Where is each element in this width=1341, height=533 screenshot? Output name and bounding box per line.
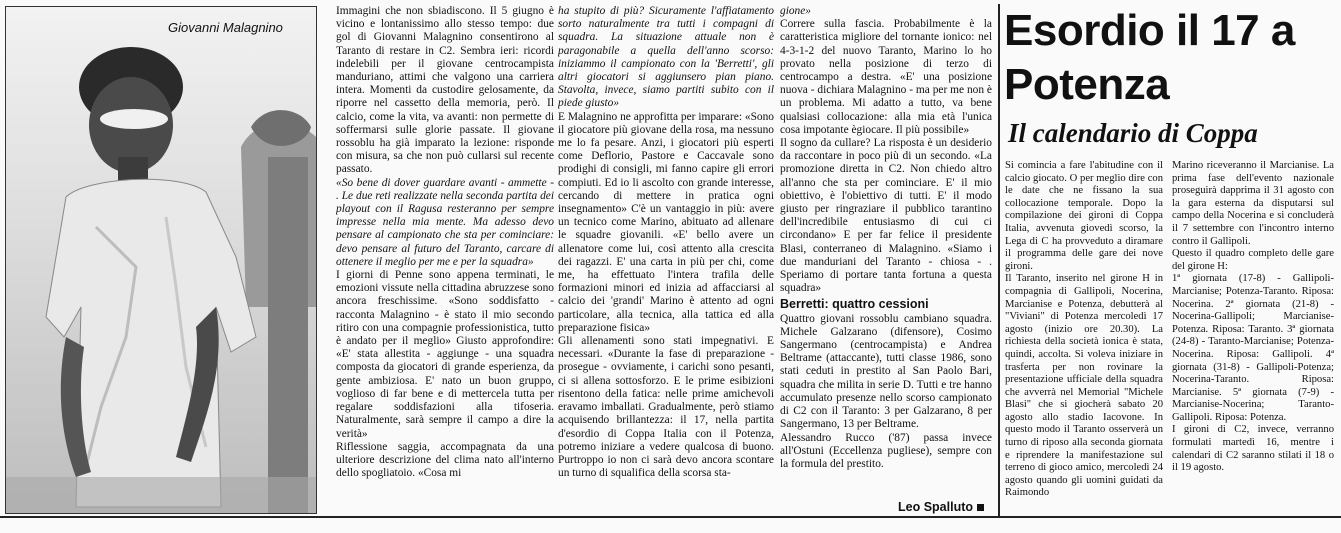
paragraph: Si comincia a fare l'abitudine con il calcio giocato. O per meglio dire con le date che ne fissano la sua collocazione temporale. Dopo la compilazione dei gironi di Coppa Italia, avvenuta giovedì scorso, la Lega di C ha provveduto a diramare il programma delle gare dei nove gironi. xyxy=(1005,160,1163,272)
paragraph: Quattro giovani rossoblu cambiano squadra. Michele Galzarano (difensore), Cosimo Sangermano (centrocampista) e Andrea Beltrame (attaccante), tutti classe 1986, sono stati ceduti in prestito al San Paolo Bari, squadra che milita in serie D. Tutti e tre hanno accumulato presenze nello scorso campionato di C2 con il Taranto: 3 per Galzarano, 8 per Sangermano, 13 per Beltrame. xyxy=(780,312,992,431)
section-title: Berretti: quattro cessioni xyxy=(780,297,929,312)
paragraph: Correre sulla fascia. Probabilmente è la caratteristica migliore del tornante ionico: nel 4-3-1-2 del nuovo Taranto, Marino lo ho provato nella posizione di terzo di centrocampo a destra. «E' una posizione nuova - dichiara Malagnino - ma per me non è un problema. Mi adatto a tutto, va bene qualsiasi collocazione: alla mia età l'unica cosa impotante ègiocare. Il più possibile» xyxy=(780,18,992,136)
paragraph: Questo il quadro completo delle gare del girone H: xyxy=(1172,248,1334,272)
player-photo-image xyxy=(6,7,316,513)
subheadline: Il calendario di Coppa xyxy=(1008,118,1258,148)
headline: Esordio il 17 a Potenza xyxy=(1004,6,1295,109)
article-right-column-2 xyxy=(1172,160,1334,514)
article-right-column-1 xyxy=(1005,160,1163,514)
article-column-2 xyxy=(558,5,774,517)
paragraph: Il sogno da cullare? La risposta è un desiderio da raccontare in poco più di un secondo. «La promozione diretta in C2. Non chiedo altro all'anno che sta per cominciare. E' il mio obiettivo, è l'obiettivo di tutti. E' il modo giusto per ringraziare il pubblico tarantino dell'incredibile entusiasmo di cui ci circondano» E per far felice il presidente Blasi, conterraneo di Malagnino. «Siamo i due manduriani del Taranto - chiosa - . Speriamo di portare tanta fortuna a questa squadra» xyxy=(780,137,992,295)
paragraph: Gli allenamenti sono stati impegnativi. E necessari. «Durante la fase di preparazione - prosegue - ovviamente, i carichi sono pesanti, ci si allena sottosforzo. E le prime esibizioni risentono della fatica: nelle prime amichevoli eravamo imballati. Gradualmente, però stiamo acquisendo brillantezza: il 17, nella partita d'esordio di Coppa Italia con il Potenza, potremo iniziare a vedere qualcosa di buono. Purtroppo io non ci sarà devo ancora scontare un turno di squalifica della scorsa sta- xyxy=(558,335,774,480)
paragraph: ha stupito di più? Sicuramente l'affiatamento sorto naturalmente tra tutti i compagni di squadra. La situazione attuale non è paragonabile a quella dell'anno scorso: iniziammo il campionato con la 'Berretti', gli altri giocatori si aggiunsero pian piano. Stavolta, invece, siamo partiti subito con il piede giusto» xyxy=(558,5,774,110)
paragraph: I giorni di Penne sono appena terminati, le emozioni vissute nella cittadina abruzzese sono ancora freschissime. «Sono soddisfatto - racconta Malagnino - è stato il mio secondo ritiro con una compagnie professionistica, tutto è andato per il meglio» Giusto approfondire: «E' stata allestita - aggiunge - una squadra composta da giocatori di grande esperienza, da gente ambiziosa. E' nato un buon gruppo, voglioso di far bene e di mettercela tutta per regalare soddisfazioni alla tifoseria. Naturalmente, sarà sempre il campo a dire la verità» xyxy=(336,269,554,440)
article-column-3 xyxy=(780,5,992,495)
article-column-1 xyxy=(336,5,554,517)
paragraph: Riflessione saggia, accompagnata da una ulteriore descrizione del clima nato all'interno dello spogliatoio. «Cosa mi xyxy=(336,440,554,480)
paragraph: Alessandro Rucco ('87) passa invece all'Ostuni (Eccellenza pugliese), sempre con la formula del prestito. xyxy=(780,431,992,470)
bottom-rule xyxy=(0,516,1341,518)
paragraph: Il Taranto, inserito nel girone H in compagnia di Gallipoli, Nocerina, Marcianise e Potenza, debutterà al "Viviani" di Potenza mercoledì 17 agosto (inizio ore 20.30). La richiesta della società ionica è stata, quindi, accolta. Si voleva iniziare in trasferta per non rovinare la presentazione ufficiale della squadra che avverrà nel Memorial "Michele Blasi" che si giocherà sabato 20 agosto allo stadio Iacovone. In questo modo il Taranto osserverà un turno di riposo alla seconda giornata e riprendere la manifestazione sul terreno di gioco amico, mercoledì 24 agosto quando gli uomini guidati da Raimondo xyxy=(1005,273,1163,499)
author-name: Leo Spalluto xyxy=(898,500,973,514)
paragraph: Marino riceveranno il Marcianise. La prima fase dell'evento nazionale proseguirà dapprima il 31 agosto con la gara esterna da disputarsi sul campo della Nocerina e si concluderà il 7 settembre con l'incontro interno contro il Gallipoli. xyxy=(1172,160,1334,247)
article-byline: Giovanni Malagnino xyxy=(168,20,283,35)
paragraph: I gironi di C2, invece, verranno formulati martedì 16, mentre i calendari di C2 saranno stilati il 18 o il 19 agosto. xyxy=(1172,424,1334,474)
player-photo xyxy=(5,6,317,514)
end-mark-icon xyxy=(977,504,984,511)
column-divider xyxy=(998,4,1000,516)
schedule-paragraph: 1ª giornata (17-8) - Gallipoli-Marcianise; Potenza-Taranto. Riposa: Nocerina. 2ª giornata (21-8) - Nocerina-Gallipoli; Marcianise-Potenza. Riposa: Taranto. 3ª giornata (24-8) - Taranto-Marcianise; Potenza-Nocerina. Riposa: Gallipoli. 4ª giornata (31-8) - Gallipoli-Potenza; Nocerina-Taranto. Riposa: Marcianise. 5ª giornata (7-9) - Marcianise-Nocerina; Taranto-Gallipoli. Riposa: Potenza. xyxy=(1172,273,1334,423)
paragraph: gione» xyxy=(780,5,812,17)
author-signature xyxy=(898,500,984,514)
paragraph: E Malagnino ne approfitta per imparare: «Sono il giocatore più giovane della rosa, ma nessuno me lo fa pesare. Anzi, i giocatori più esperti come Deflorio, Pastore e Caccavale sono prodighi di consigli, mi fanno capire gli errori compiuti. Ed io li ascolto con grande interesse, cercando di mettere in pratica ogni insegnamento» C'è un vantaggio in più: avere un tecnico come Marino, abituato ad allenare le squadre giovanili. «E' bello avere un allenatore come lui, così attento alla crescita dei ragazzi. E' una carta in più per chi, come me, ha effettuato l'intera trafila delle formazioni minori ed inizia ad affacciarsi al calcio dei 'grandi' Marino è attento ad ogni particolare, alla tecnica, alla tattica ed alla preparazione fisica» xyxy=(558,110,774,334)
paragraph: Immagini che non sbiadiscono. Il 5 giugno è vicino e lontanissimo allo stesso tempo: due gol di Giovanni Malagnino consentirono al Taranto di restare in C2. Sembra ieri: ricordi indelebili per il giovane centrocampista manduriano, attimi che valgono una carriera intera. Momenti da custodire gelosamente, da riporre nel cassetto della memoria, però. Il calcio, come la vita, va avanti: non permette di soffermarsi sulle glorie passate. Il giovane rossoblu ha già imparato la lezione: risponde con misura, sa che non può cullarsi sul recente passato. xyxy=(336,5,554,176)
paragraph: «So bene di dover guardare avanti - ammette - . Le due reti realizzate nella seconda partita dei playout con il Ragusa resteranno per sempre impresse nella mia mente. Ma adesso devo pensare al campionato che sta per cominciare: devo pensare al futuro del Taranto, carcare di ottenere il meglio per me e per la squadra» xyxy=(336,176,554,268)
bottom-margin xyxy=(0,520,1341,533)
